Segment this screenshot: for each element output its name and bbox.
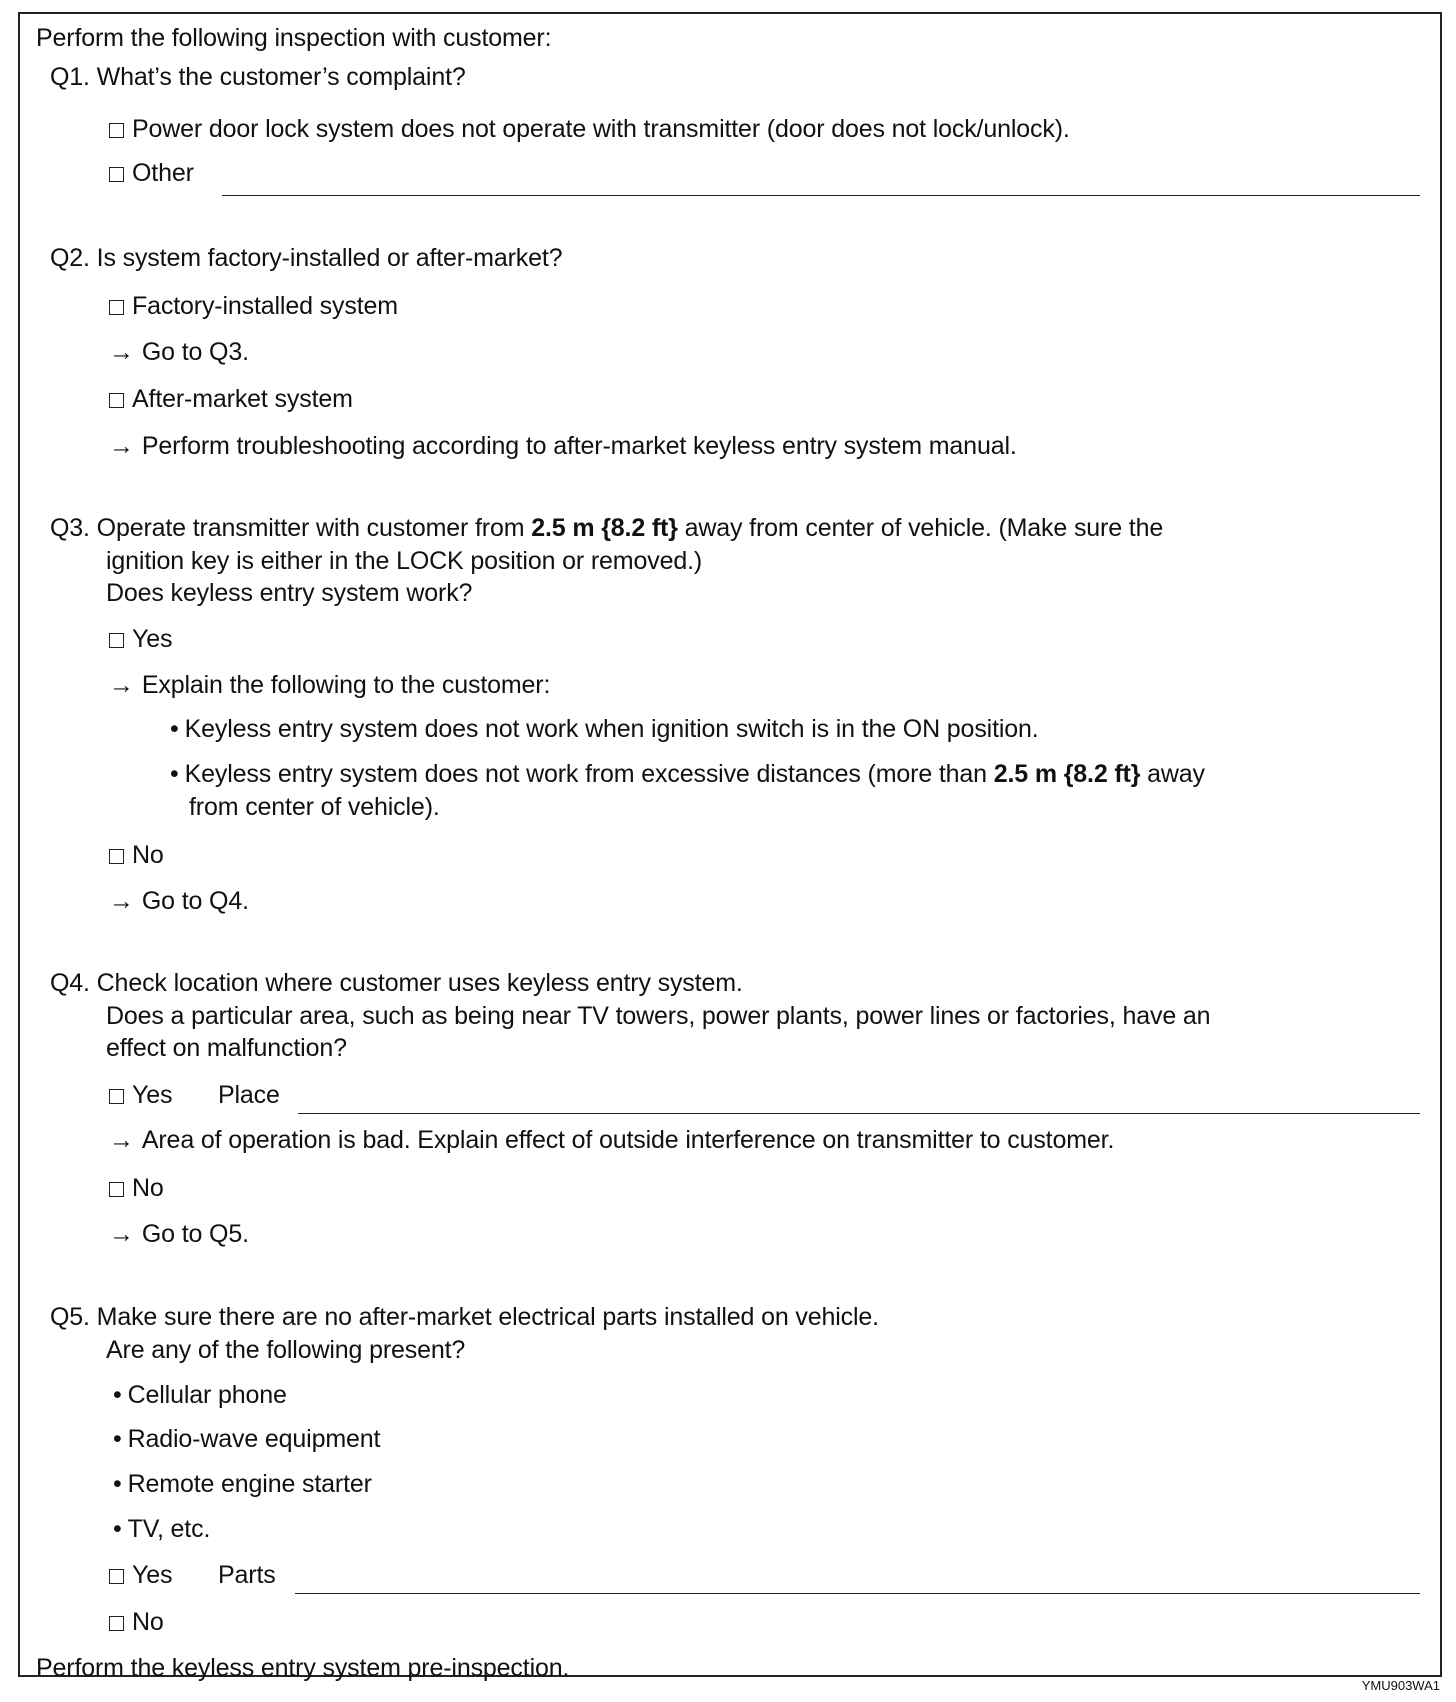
- q3-distance: 2.5 m {8.2 ft}: [531, 514, 678, 542]
- q3-bullet2: [170, 758, 1205, 790]
- checkbox[interactable]: [109, 393, 124, 408]
- q4-arrow-no-text: Go to Q5.: [141, 1220, 249, 1248]
- checkbox[interactable]: [109, 633, 124, 648]
- q5-line2: Are any of the following present?: [106, 1336, 466, 1364]
- q3-bullet2-a: Keyless entry system does not work from excessive distances (more than: [184, 760, 994, 788]
- q5-parts-label: Parts: [218, 1561, 276, 1589]
- q3-arrow-yes: [109, 669, 550, 701]
- q2-arrow2-text: Perform troubleshooting according to after-market keyless entry system manual.: [141, 432, 1017, 460]
- q2-question: Is system factory-installed or after-market?: [96, 244, 563, 272]
- checkbox[interactable]: [109, 167, 124, 182]
- q5-number: Q5.: [50, 1303, 90, 1331]
- q4-option-yes[interactable]: [109, 1079, 172, 1111]
- q2-arrow-factory: [109, 336, 249, 368]
- q3-option-yes[interactable]: [109, 623, 172, 655]
- q5-no-label: No: [132, 1608, 164, 1636]
- q3-arrow-yes-text: Explain the following to the customer:: [141, 671, 551, 699]
- bullet-icon: •: [170, 760, 179, 788]
- q5-item: [113, 1513, 210, 1545]
- q5-line1: Make sure there are no after-market electrical parts installed on vehicle.: [96, 1303, 879, 1331]
- q1-option1-label: Power door lock system does not operate with transmitter (door does not lock/unlock).: [132, 115, 1070, 143]
- arrow-icon: →: [109, 1126, 134, 1154]
- q2-option-aftermarket[interactable]: [109, 383, 353, 415]
- arrow-icon: →: [109, 887, 134, 915]
- bullet-icon: •: [170, 715, 179, 743]
- q5-item-label: Cellular phone: [127, 1381, 287, 1409]
- q5-parts-fill-line[interactable]: [295, 1593, 1420, 1594]
- q4-line3: effect on malfunction?: [106, 1034, 347, 1062]
- q2-number: Q2.: [50, 244, 90, 272]
- q5-yes-label: Yes: [132, 1561, 173, 1589]
- checkbox[interactable]: [109, 1182, 124, 1197]
- q3-arrow-no: [109, 885, 249, 917]
- q5-item-label: TV, etc.: [127, 1515, 211, 1543]
- checkbox[interactable]: [109, 1616, 124, 1631]
- q3-yes-label: Yes: [132, 625, 173, 653]
- q4-arrow-yes-text: Area of operation is bad. Explain effect of outside interference on transmitter to customer.: [141, 1126, 1115, 1154]
- q5-item: [113, 1468, 372, 1500]
- q2-arrow1-text: Go to Q3.: [141, 338, 249, 366]
- q1-option-other[interactable]: [109, 157, 194, 189]
- q4-no-label: No: [132, 1174, 164, 1202]
- q1-option-power-door[interactable]: [109, 113, 1070, 145]
- q4-option-no[interactable]: [109, 1172, 164, 1204]
- q5-item: [113, 1423, 380, 1455]
- checkbox[interactable]: [109, 1089, 124, 1104]
- arrow-icon: →: [109, 432, 134, 460]
- q4-yes-label: Yes: [132, 1081, 173, 1109]
- q3-number: Q3.: [50, 514, 90, 542]
- q4-number: Q4.: [50, 969, 90, 997]
- q3-no-label: No: [132, 841, 164, 869]
- q4-heading: [50, 967, 743, 999]
- q3-arrow-no-text: Go to Q4.: [141, 887, 249, 915]
- q1-question: What’s the customer’s complaint?: [96, 63, 466, 91]
- arrow-icon: →: [109, 1220, 134, 1248]
- checkbox[interactable]: [109, 300, 124, 315]
- q4-place-label: Place: [218, 1081, 280, 1109]
- q5-option-no[interactable]: [109, 1606, 164, 1638]
- q5-item-label: Radio-wave equipment: [127, 1425, 381, 1453]
- q3-line1-a: Operate transmitter with customer from: [96, 514, 532, 542]
- q5-option-yes[interactable]: [109, 1559, 172, 1591]
- q1-heading: [50, 61, 466, 93]
- bullet-icon: •: [113, 1515, 122, 1543]
- q2-heading: [50, 242, 562, 274]
- figure-code: YMU903WA1: [1361, 1678, 1440, 1693]
- checkbox[interactable]: [109, 1569, 124, 1584]
- q1-number: Q1.: [50, 63, 90, 91]
- q3-bullet2-distance: 2.5 m {8.2 ft}: [993, 760, 1141, 788]
- q2-option1-label: Factory-installed system: [132, 292, 398, 320]
- bullet-icon: •: [113, 1381, 122, 1409]
- q3-option-no[interactable]: [109, 839, 164, 871]
- q3-line1-c: away from center of vehicle. (Make sure the: [677, 514, 1164, 542]
- q2-option-factory[interactable]: [109, 290, 398, 322]
- q4-arrow-no: [109, 1218, 249, 1250]
- q1-option2-label: Other: [132, 159, 194, 187]
- q3-bullet1-text: Keyless entry system does not work when ignition switch is in the ON position.: [184, 715, 1039, 743]
- arrow-icon: →: [109, 338, 134, 366]
- q3-bullet2-c: away: [1140, 760, 1205, 788]
- outro-text: Perform the keyless entry system pre-inspection.: [36, 1654, 570, 1682]
- q4-arrow-yes: [109, 1124, 1114, 1156]
- q4-line1: Check location where customer uses keyless entry system.: [96, 969, 743, 997]
- q2-arrow-aftermarket: [109, 430, 1017, 462]
- arrow-icon: →: [109, 671, 134, 699]
- q3-bullet2-cont: from center of vehicle).: [189, 793, 440, 821]
- bullet-icon: •: [113, 1425, 122, 1453]
- checkbox[interactable]: [109, 849, 124, 864]
- q4-place-fill-line[interactable]: [298, 1113, 1420, 1114]
- q3-line3: Does keyless entry system work?: [106, 579, 473, 607]
- q5-item: [113, 1379, 287, 1411]
- q4-line2: Does a particular area, such as being near TV towers, power plants, power lines or factories, have an: [106, 1002, 1211, 1030]
- q3-heading: [50, 512, 1163, 544]
- q1-other-fill-line[interactable]: [222, 195, 1420, 196]
- intro-text: Perform the following inspection with customer:: [36, 24, 552, 52]
- bullet-icon: •: [113, 1470, 122, 1498]
- q5-item-label: Remote engine starter: [127, 1470, 372, 1498]
- q5-heading: [50, 1301, 879, 1333]
- q3-line2: ignition key is either in the LOCK position or removed.): [106, 547, 703, 575]
- q3-bullet1: [170, 713, 1039, 745]
- checkbox[interactable]: [109, 123, 124, 138]
- q2-option2-label: After-market system: [132, 385, 353, 413]
